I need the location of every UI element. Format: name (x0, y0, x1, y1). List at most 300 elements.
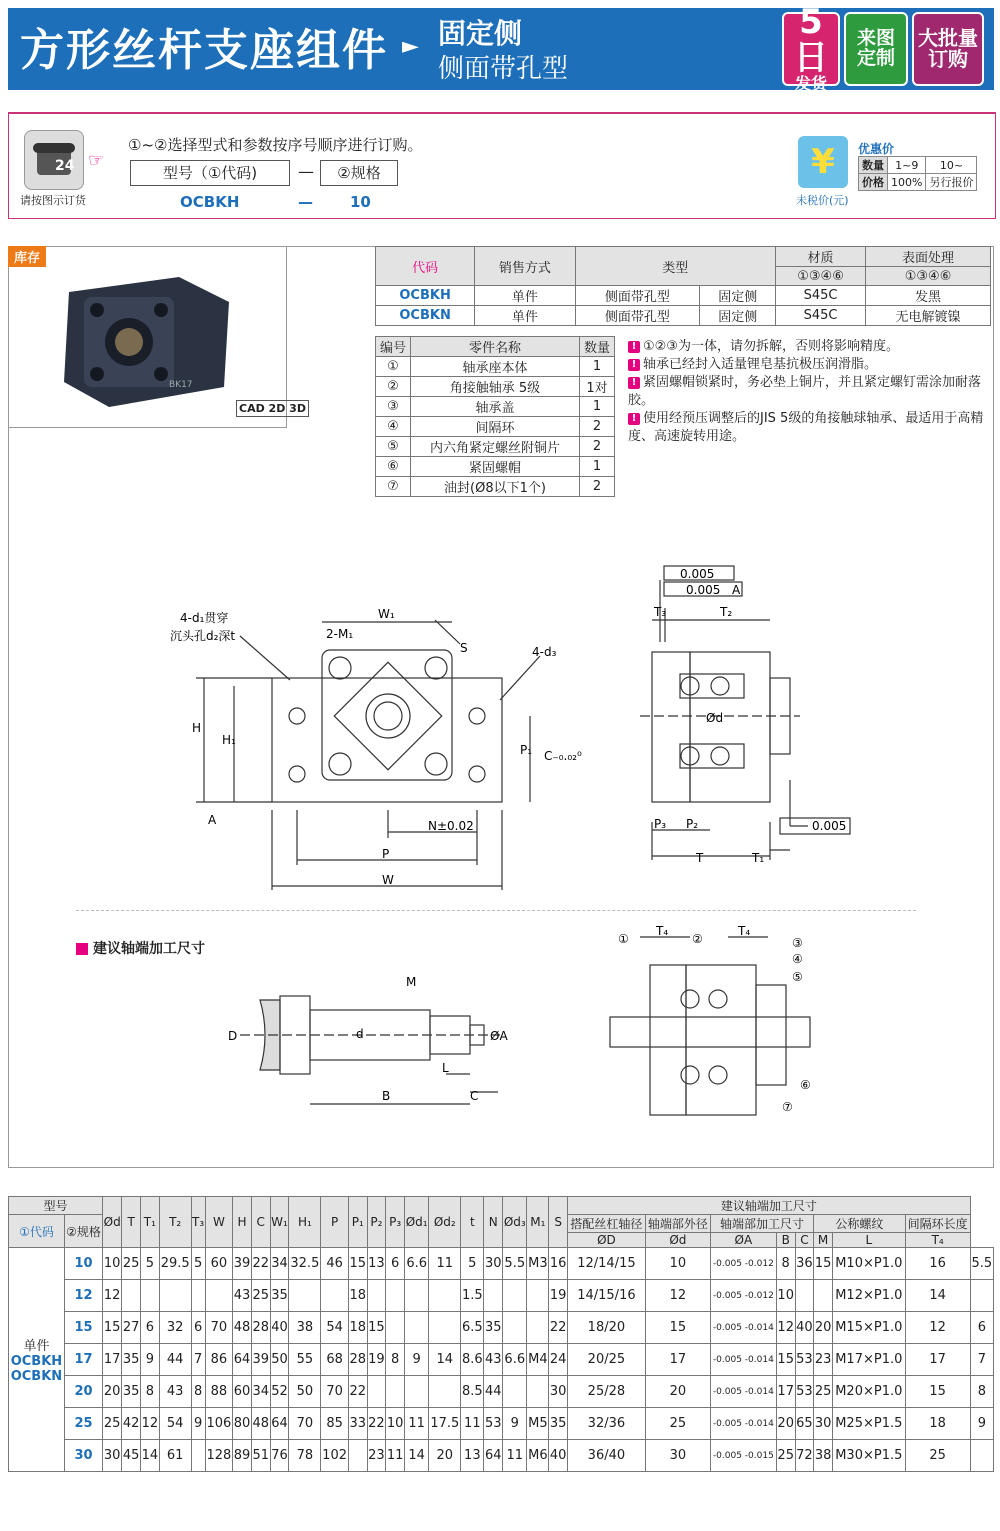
side-view-drawing (620, 560, 870, 880)
spec-cell: 12 (103, 1280, 122, 1312)
spec-cell: 22 (549, 1312, 568, 1344)
spec-cell: 23 (814, 1344, 833, 1376)
discount-table: 数量 1~9 10~ 价格 100% 另行报价 (858, 156, 977, 191)
subtitle-side-hole: 侧面带孔型 (438, 54, 569, 84)
svg-text:T₁: T₁ (752, 851, 765, 865)
spec-cell (321, 1280, 349, 1312)
yen-icon: ¥ (798, 136, 848, 188)
spec-cell: 9 (141, 1344, 160, 1376)
spec-cell: M5 (527, 1408, 549, 1440)
spec-cell: 52 (270, 1376, 289, 1408)
spec-cell (159, 1280, 191, 1312)
parts-cell-name: 间隔环 (410, 417, 579, 437)
table-header-cell: 公称螺纹 (814, 1215, 905, 1233)
spec-cell: 7 (970, 1344, 993, 1376)
spec-cell: 70 (321, 1376, 349, 1408)
svg-text:B: B (382, 1089, 391, 1103)
svg-text:P₂: P₂ (686, 817, 699, 831)
spec-cell: 22 (251, 1248, 270, 1280)
spec-cell: 5 (191, 1248, 205, 1280)
table-row (376, 477, 615, 497)
svg-text:24: 24 (55, 158, 75, 174)
spec-cell: 128 (205, 1440, 233, 1472)
spec-cell: M6 (527, 1440, 549, 1472)
badge-bulk-order: 大批量 订购 (912, 12, 984, 86)
spec-cell: 6 (386, 1248, 405, 1280)
spec-cell: 43 (484, 1344, 503, 1376)
spec-cell: 50 (270, 1344, 289, 1376)
notes-list (628, 338, 988, 446)
table-cell: 侧面带孔型 (575, 306, 700, 326)
table-header-cell: N (484, 1197, 503, 1248)
spec-cell: 5.5 (503, 1248, 527, 1280)
spec-cell (970, 1440, 993, 1472)
spec-cell: 48 (251, 1408, 270, 1440)
spec-cell: 35 (549, 1408, 568, 1440)
spec-cell: 16 (549, 1248, 568, 1280)
table-header-cell: M (814, 1233, 833, 1248)
note-item: ! 轴承已经封入适量锂皂基抗极压润滑脂。 (628, 356, 988, 374)
spec-cell: 60 (205, 1248, 233, 1280)
svg-text:P₁: P₁ (520, 743, 533, 757)
spec-cell: 106 (205, 1408, 233, 1440)
spec-cell: 9 (191, 1408, 205, 1440)
parts-cell-name: 轴承座本体 (410, 357, 579, 377)
arrow-icon: ► (402, 34, 419, 59)
svg-text:T₂: T₂ (720, 605, 733, 619)
phone-icon (24, 130, 84, 190)
spec-cell: 32/36 (568, 1408, 646, 1440)
svg-text:D: D (228, 1029, 238, 1043)
table-header-cell: 表面处理 (866, 247, 991, 267)
table-header-cell: B (776, 1233, 795, 1248)
spec-cell (503, 1376, 527, 1408)
cad-icon[interactable]: CAD 2D 3D (236, 400, 309, 417)
spec-cell: 86 (205, 1344, 233, 1376)
parts-table (375, 336, 615, 497)
spec-cell: 50 (289, 1376, 321, 1408)
spec-cell: 25 (645, 1408, 710, 1440)
table-cell: 单件 (475, 286, 575, 306)
spec-cell: M3 (527, 1248, 549, 1280)
table-header-cell: ②规格 (64, 1215, 102, 1248)
spec-cell: 40 (795, 1312, 814, 1344)
parts-cell-no: ① (376, 357, 411, 377)
spec-cell: -0.005 -0.012 (710, 1248, 776, 1280)
spec-size: 25 (64, 1408, 102, 1440)
warning-icon: ! (628, 341, 640, 353)
phone-caption: 请按图示订货 (20, 194, 86, 207)
spec-cell: 30 (484, 1248, 503, 1280)
stock-label: 库存 (8, 246, 46, 267)
svg-text:T₄: T₄ (656, 925, 669, 938)
parts-cell-qty: 1 (580, 457, 615, 477)
svg-text:d: d (356, 1027, 364, 1041)
table-header-cell: T₁ (141, 1197, 160, 1248)
order-instruction: ①~②选择型式和参数按序号顺序进行订购。 (128, 136, 423, 154)
svg-text:H₁: H₁ (222, 733, 236, 747)
spec-cell: 48 (233, 1312, 252, 1344)
svg-text:③: ③ (792, 936, 803, 950)
table-row (9, 1408, 994, 1440)
svg-text:沉头孔d₂深t: 沉头孔d₂深t (170, 629, 236, 643)
spec-cell: 8 (970, 1376, 993, 1408)
spec-cell: 24 (549, 1344, 568, 1376)
assembly-drawing (600, 925, 830, 1125)
svg-text:C: C (470, 1089, 479, 1103)
spec-cell: 8 (386, 1344, 405, 1376)
parts-cell-name: 油封(Ø8以下1个) (410, 477, 579, 497)
spec-cell: 38 (814, 1440, 833, 1472)
spec-cell: M30×P1.5 (832, 1440, 905, 1472)
spec-size: 17 (64, 1344, 102, 1376)
svg-text:T₄: T₄ (738, 925, 751, 938)
spec-cell: 8.5 (461, 1376, 484, 1408)
spec-cell (970, 1280, 993, 1312)
spec-size: 20 (64, 1376, 102, 1408)
table-header-cell: Ød₂ (429, 1197, 461, 1248)
spec-cell: 12 (141, 1408, 160, 1440)
parts-cell-no: ⑥ (376, 457, 411, 477)
order-example-dash: — (298, 193, 313, 211)
svg-text:②: ② (692, 932, 703, 946)
spec-cell: 35 (122, 1344, 141, 1376)
svg-text:A: A (732, 583, 741, 597)
spec-cell: 12 (645, 1280, 710, 1312)
table-cell: 固定侧 (700, 286, 776, 306)
spec-cell (404, 1312, 428, 1344)
spec-cell: 25/28 (568, 1376, 646, 1408)
spec-cell: 6.6 (503, 1344, 527, 1376)
spec-cell (404, 1376, 428, 1408)
spec-cell: 17 (776, 1376, 795, 1408)
svg-text:⑤: ⑤ (792, 970, 803, 984)
table-cell: OCBKN (376, 306, 475, 326)
spec-cell: -0.005 -0.015 (710, 1440, 776, 1472)
spec-cell (527, 1312, 549, 1344)
spec-cell (429, 1312, 461, 1344)
svg-text:0.005: 0.005 (686, 583, 721, 597)
spec-cell: 12/14/15 (568, 1248, 646, 1280)
table-row (9, 1376, 994, 1408)
spec-cell: 22 (367, 1408, 386, 1440)
parts-cell-no: ③ (376, 397, 411, 417)
spec-cell: 8 (191, 1376, 205, 1408)
spec-cell: 35 (122, 1376, 141, 1408)
badge-5day-shipping: 5日 发货 (782, 12, 840, 86)
svg-text:N±0.02: N±0.02 (428, 819, 474, 833)
page-title: 方形丝杆支座组件 (20, 25, 388, 76)
table-header-cell: L (832, 1233, 905, 1248)
spec-cell: M10×P1.0 (832, 1248, 905, 1280)
parts-cell-qty: 2 (580, 437, 615, 457)
table-cell: OCBKH (376, 286, 475, 306)
spec-cell: M25×P1.5 (832, 1408, 905, 1440)
spec-cell: 10 (776, 1280, 795, 1312)
table-header-cell: ①③④⑥ (866, 267, 991, 286)
spec-size: 30 (64, 1440, 102, 1472)
spec-cell: 16 (905, 1248, 970, 1280)
table-header-cell: Ød₁ (404, 1197, 428, 1248)
table-header-cell: T (122, 1197, 141, 1248)
table-header-cell: C (251, 1197, 270, 1248)
spec-cell: 34 (251, 1376, 270, 1408)
spec-cell: 28 (251, 1312, 270, 1344)
spec-cell (814, 1280, 833, 1312)
svg-text:0.005: 0.005 (680, 567, 715, 581)
table-header-cell: Ød (103, 1197, 122, 1248)
warning-icon: ! (628, 359, 640, 371)
spec-cell: 40 (270, 1312, 289, 1344)
spec-cell: M17×P1.0 (832, 1344, 905, 1376)
spec-cell: 51 (251, 1440, 270, 1472)
spec-cell: 12 (776, 1312, 795, 1344)
table-header-cell: P₂ (367, 1197, 386, 1248)
table-header-cell: 材质 (776, 247, 866, 267)
emboss-text: BK17 (169, 380, 193, 390)
svg-text:T: T (696, 851, 704, 865)
svg-text:⑦: ⑦ (782, 1100, 793, 1114)
svg-text:4-d₃: 4-d₃ (532, 645, 557, 659)
spec-cell (191, 1280, 205, 1312)
table-cell: 发黑 (866, 286, 991, 306)
table-row (9, 1280, 994, 1312)
spec-cell: 85 (321, 1408, 349, 1440)
spec-cell (289, 1280, 321, 1312)
spec-cell: 35 (484, 1312, 503, 1344)
table-header-cell: 代码 (376, 247, 475, 286)
spec-cell: 25 (814, 1376, 833, 1408)
spec-cell: 53 (795, 1376, 814, 1408)
spec-cell: 60 (233, 1376, 252, 1408)
spec-cell: 80 (233, 1408, 252, 1440)
spec-cell: 5 (461, 1248, 484, 1280)
spec-cell: 17 (905, 1344, 970, 1376)
spec-cell: 6 (970, 1312, 993, 1344)
spec-cell (205, 1280, 233, 1312)
parts-cell-no: ② (376, 377, 411, 397)
spec-cell: 39 (251, 1344, 270, 1376)
spec-cell: 9 (970, 1408, 993, 1440)
spec-cell: 15 (814, 1248, 833, 1280)
table-header-cell: Ød₃ (503, 1197, 527, 1248)
table-row (9, 1248, 994, 1280)
spec-cell (122, 1280, 141, 1312)
table-cell: S45C (776, 286, 866, 306)
spec-cell: 8.6 (461, 1344, 484, 1376)
parts-cell-qty: 1 (580, 397, 615, 417)
svg-text:S: S (460, 641, 468, 655)
spec-cell: 15 (348, 1248, 367, 1280)
spec-cell: 11 (404, 1408, 428, 1440)
order-model-box: 型号（①代码) (130, 160, 290, 186)
spec-cell: 30 (814, 1408, 833, 1440)
svg-text:④: ④ (792, 952, 803, 966)
table-header-cell: t (461, 1197, 484, 1248)
spec-cell: 61 (159, 1440, 191, 1472)
spec-cell: 65 (795, 1408, 814, 1440)
spec-cell: 6 (191, 1312, 205, 1344)
discount-label: 优惠价 (858, 142, 895, 156)
spec-cell (484, 1280, 503, 1312)
spec-cell: 8 (141, 1376, 160, 1408)
spec-cell: 42 (122, 1408, 141, 1440)
table-cell: 无电解镀镍 (866, 306, 991, 326)
spec-cell: M12×P1.0 (832, 1280, 905, 1312)
table-cell: 侧面带孔型 (575, 286, 700, 306)
spec-group-cell: 单件 OCBKH OCBKN (9, 1248, 65, 1472)
table-header-cell: Ød (645, 1233, 710, 1248)
svg-text:C₋₀.₀₂⁰: C₋₀.₀₂⁰ (544, 749, 582, 763)
table-row (376, 377, 615, 397)
spec-cell: M20×P1.0 (832, 1376, 905, 1408)
table-header-cell: 编号 (376, 337, 411, 357)
spec-cell: 72 (795, 1440, 814, 1472)
spec-cell: 15 (367, 1312, 386, 1344)
spec-cell: 88 (205, 1376, 233, 1408)
spec-size: 12 (64, 1280, 102, 1312)
table-header-cell: H (233, 1197, 252, 1248)
front-view-drawing (160, 560, 590, 900)
spec-cell: 15 (905, 1376, 970, 1408)
spec-cell: 25 (776, 1440, 795, 1472)
spec-cell: 25 (122, 1248, 141, 1280)
spec-cell: 44 (484, 1376, 503, 1408)
svg-text:①: ① (618, 932, 629, 946)
svg-text:2-M₁: 2-M₁ (326, 627, 354, 641)
svg-text:W: W (382, 873, 394, 887)
spec-cell: 39 (233, 1248, 252, 1280)
parts-cell-qty: 2 (580, 417, 615, 437)
table-cell: 单件 (475, 306, 575, 326)
spec-cell (367, 1376, 386, 1408)
table-header-cell: 零件名称 (410, 337, 579, 357)
spec-cell (503, 1280, 527, 1312)
spec-cell: 68 (321, 1344, 349, 1376)
spec-cell: -0.005 -0.014 (710, 1376, 776, 1408)
spec-cell: 36 (795, 1248, 814, 1280)
table-header-cell: ØD (568, 1233, 646, 1248)
table-header-cell: T₄ (905, 1233, 970, 1248)
spec-cell: -0.005 -0.012 (710, 1280, 776, 1312)
spec-cell: 9 (503, 1408, 527, 1440)
spec-cell: 46 (321, 1248, 349, 1280)
parts-cell-qty: 2 (580, 477, 615, 497)
spec-cell: 18/20 (568, 1312, 646, 1344)
spec-cell (141, 1280, 160, 1312)
spec-cell: 20 (645, 1376, 710, 1408)
section-divider (76, 910, 916, 911)
spec-cell: 70 (289, 1408, 321, 1440)
spec-cell: 54 (159, 1408, 191, 1440)
table-header-cell: ①代码 (9, 1215, 65, 1248)
pointing-hand-icon: ☞ (88, 150, 105, 171)
spec-cell: 25 (251, 1280, 270, 1312)
svg-text:L: L (442, 1061, 449, 1075)
spec-cell: 10 (386, 1408, 405, 1440)
spec-cell (429, 1280, 461, 1312)
table-row (376, 286, 991, 306)
parts-cell-no: ④ (376, 417, 411, 437)
spec-cell: 44 (159, 1344, 191, 1376)
spec-cell: 89 (233, 1440, 252, 1472)
spec-cell: 13 (367, 1248, 386, 1280)
spec-cell: 7 (191, 1344, 205, 1376)
spec-cell: 1.5 (461, 1280, 484, 1312)
spec-cell: 15 (103, 1312, 122, 1344)
svg-text:ØA: ØA (490, 1029, 508, 1043)
spec-cell: 70 (205, 1312, 233, 1344)
table-row (9, 1440, 994, 1472)
warning-icon: ! (628, 413, 640, 425)
table-cell: S45C (776, 306, 866, 326)
note-item: ! 使用经预压调整后的JIS 5级的角接触球轴承、最适用于高精度、高速旋转用途。 (628, 411, 984, 444)
svg-text:P: P (382, 847, 390, 861)
spec-cell: 15 (776, 1344, 795, 1376)
spec-cell (386, 1280, 405, 1312)
spec-cell: 34 (270, 1248, 289, 1280)
svg-text:A: A (208, 813, 217, 827)
table-row (376, 357, 615, 377)
spec-cell (795, 1280, 814, 1312)
spec-cell: 10 (645, 1248, 710, 1280)
spec-size: 15 (64, 1312, 102, 1344)
table-header-cell: 轴端部加工尺寸 (710, 1215, 813, 1233)
spec-cell: 20 (429, 1440, 461, 1472)
spec-cell: 19 (549, 1280, 568, 1312)
spec-cell: 17 (645, 1344, 710, 1376)
spec-cell: 76 (270, 1440, 289, 1472)
spec-cell (386, 1312, 405, 1344)
spec-cell: 13 (461, 1440, 484, 1472)
shaft-section-title: 建议轴端加工尺寸 (76, 938, 205, 958)
svg-text:H: H (192, 721, 202, 735)
spec-cell (429, 1376, 461, 1408)
table-header-cell: 搭配丝杠轴径 (568, 1215, 646, 1233)
spec-cell: 78 (289, 1440, 321, 1472)
spec-cell: 43 (159, 1376, 191, 1408)
spec-cell: 5.5 (970, 1248, 993, 1280)
spec-cell: 14 (404, 1440, 428, 1472)
price-caption: 未税价(元) (796, 194, 849, 207)
spec-cell: 64 (270, 1408, 289, 1440)
badge-custom-drawing: 来图 定制 (844, 12, 908, 86)
table-header-cell: 数量 (580, 337, 615, 357)
table-header-cell: ØA (710, 1233, 776, 1248)
table-header-cell: 间隔环长度 (905, 1215, 970, 1233)
spec-size: 10 (64, 1248, 102, 1280)
spec-cell (404, 1280, 428, 1312)
spec-cell: 33 (348, 1408, 367, 1440)
spec-cell: 5 (141, 1248, 160, 1280)
spec-cell: 22 (348, 1376, 367, 1408)
svg-text:T₃: T₃ (654, 605, 667, 619)
product-type-table (375, 246, 991, 326)
svg-text:0.005: 0.005 (812, 819, 847, 833)
spec-cell: 19 (367, 1344, 386, 1376)
spec-cell: 36/40 (568, 1440, 646, 1472)
table-row (9, 1344, 994, 1376)
spec-cell (527, 1280, 549, 1312)
parts-cell-name: 紧固螺帽 (410, 457, 579, 477)
spec-cell: 20 (814, 1312, 833, 1344)
order-size-box: ②规格 (320, 160, 398, 186)
svg-text:Ød: Ød (706, 711, 724, 725)
spec-cell: 14/15/16 (568, 1280, 646, 1312)
spec-cell: 14 (141, 1440, 160, 1472)
spec-cell: 6 (141, 1312, 160, 1344)
order-example-size: 10 (350, 193, 371, 211)
